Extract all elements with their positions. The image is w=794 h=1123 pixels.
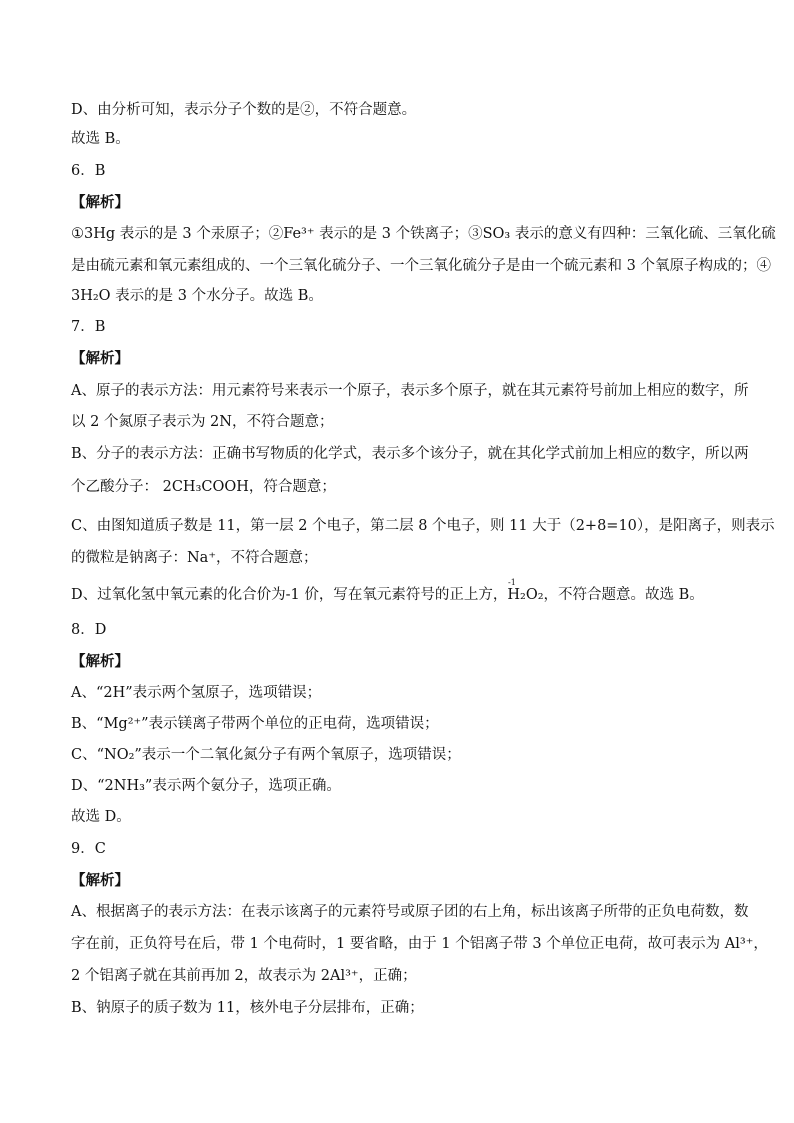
text-line: 2 个铝离子就在其前再加 2，故表示为 2Al³⁺，正确；: [71, 968, 417, 984]
analysis-heading: 【解析】: [71, 872, 129, 889]
answer-heading: 7．B: [71, 319, 106, 335]
text-line: 以 2 个氮原子表示为 2N，不符合题意；: [71, 414, 334, 430]
text-line: 故选 D。: [71, 809, 131, 825]
text-line: B、钠原子的质子数为 11，核外电子分层排布，正确；: [71, 1000, 424, 1016]
analysis-heading: 【解析】: [71, 350, 129, 367]
text-line: A、原子的表示方法：用元素符号来表示一个原子，表示多个原子，就在其元素符号前加上相应的数字，所: [71, 383, 749, 399]
analysis-heading: 【解析】: [71, 653, 129, 670]
text-line: B、“Mg²⁺”表示镁离子带两个单位的正电荷，选项错误；: [71, 716, 439, 732]
analysis-heading: 【解析】: [71, 194, 129, 211]
text-line: B、分子的表示方法：正确书写物质的化学式，表示多个该分子，就在其化学式前加上相应的数字，所以两: [71, 446, 749, 462]
text-line: 个乙酸分子： 2CH₃COOH，符合题意；: [71, 479, 336, 495]
answer-heading: 8．D: [71, 622, 107, 638]
text-line: D、“2NH₃”表示两个氨分子，选项正确。: [71, 778, 341, 794]
text-line: 3H₂O 表示的是 3 个水分子。故选 B。: [71, 288, 323, 304]
text-line: 字在前，正负符号在后，带 1 个电荷时，1 要省略，由于 1 个铝离子带 3 个单位正电荷，故可表示为 Al³⁺，: [71, 936, 768, 952]
answer-heading: 6．B: [71, 163, 106, 179]
text-line: 是由硫元素和氧元素组成的、一个三氧化硫分子、一个三氧化硫分子是由一个硫元素和 3 个氧原子构成的；④: [71, 258, 771, 274]
text-line: A、根据离子的表示方法：在表示该离子的元素符号或原子团的右上角，标出该离子所带的正负电荷数，数: [71, 904, 749, 920]
text-line: D、过氧化氢中氧元素的化合价为-1 价，写在氧元素符号的正上方，H₂O₂，不符合题意。故选 B。: [71, 587, 704, 603]
text-line: C、“NO₂”表示一个二氧化氮分子有两个氧原子，选项错误；: [71, 747, 461, 763]
valence-mark: -1: [508, 578, 516, 587]
text-line: 故选 B。: [71, 131, 130, 147]
text-line: A、“2H”表示两个氢原子，选项错误；: [71, 685, 322, 701]
text-line: D、由分析可知，表示分子个数的是②，不符合题意。: [71, 102, 417, 118]
text-line: C、由图知道质子数是 11，第一层 2 个电子，第二层 8 个电子，则 11 大于（2+8=10），是阳离子，则表示: [71, 518, 775, 534]
text-line: ①3Hg 表示的是 3 个汞原子；②Fe³⁺ 表示的是 3 个铁离子；③SO₃ 表示的意义有四种：三氧化硫、三氧化硫: [71, 226, 776, 242]
text-line: 的微粒是钠离子：Na⁺，不符合题意；: [71, 550, 318, 566]
answer-heading: 9．C: [71, 841, 106, 857]
